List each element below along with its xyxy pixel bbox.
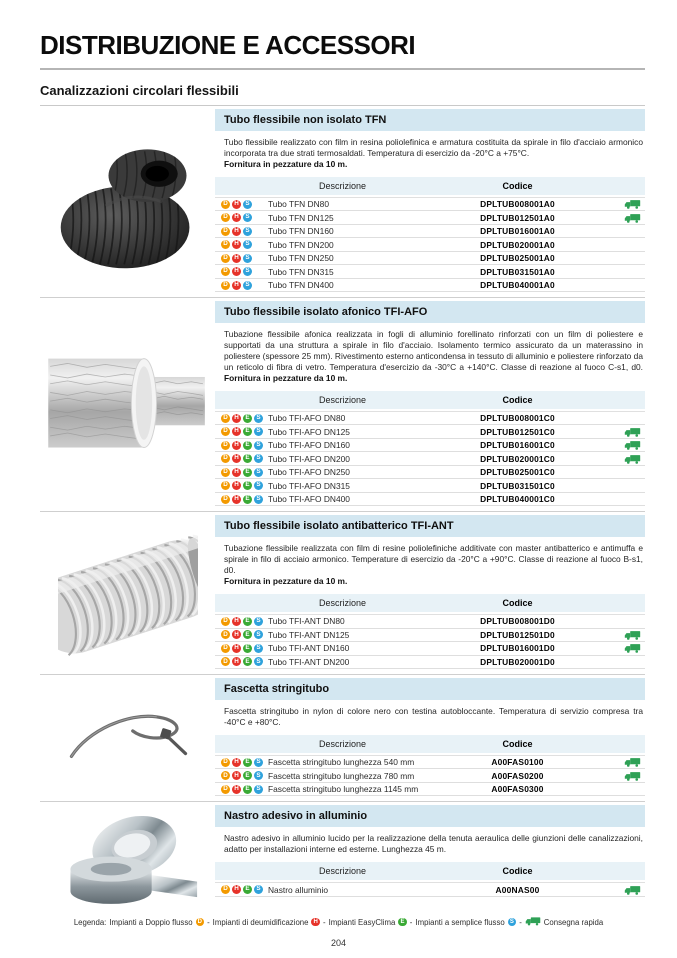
fast-delivery-truck-icon — [624, 885, 641, 895]
section-body — [215, 512, 645, 674]
table-rows — [215, 614, 645, 669]
product-code: DPLTUB012501C0 — [480, 426, 555, 437]
system-badges — [215, 495, 265, 504]
column-header-codice: Codice — [502, 394, 533, 405]
fast-delivery-truck-cell — [615, 199, 645, 209]
fast-delivery-truck-cell — [615, 885, 645, 895]
section-title: Nastro adesivo in alluminio — [215, 805, 645, 827]
badge-D-icon: D — [221, 617, 230, 626]
badge-D-icon: D — [221, 495, 230, 504]
legend-separator: - — [322, 917, 326, 927]
badge-S-icon: S — [254, 454, 263, 463]
badge-H-icon: H — [311, 918, 320, 927]
badge-E-icon: E — [243, 481, 252, 490]
system-badges — [215, 227, 265, 236]
system-badges — [215, 267, 265, 276]
cable-tie-image — [40, 675, 215, 801]
badge-E-icon: E — [398, 918, 407, 927]
system-badges — [215, 481, 265, 490]
product-name: Tubo TFI-AFO DN160 — [268, 440, 350, 451]
product-name: Tubo TFI-AFO DN125 — [268, 426, 350, 437]
product-name: Tubo TFN DN400 — [268, 280, 334, 291]
product-row — [215, 439, 645, 453]
product-code: DPLTUB020001A0 — [480, 239, 555, 250]
product-code: DPLTUB040001A0 — [480, 280, 555, 291]
column-header-descrizione: Descrizione — [318, 598, 367, 609]
product-row — [215, 279, 645, 293]
product-code: DPLTUB008001C0 — [480, 413, 555, 424]
system-badges — [215, 885, 265, 894]
column-header-descrizione: Descrizione — [318, 738, 367, 749]
product-row — [215, 466, 645, 480]
badge-S-icon: S — [254, 481, 263, 490]
system-badges — [215, 281, 265, 290]
badge-H-icon: H — [232, 427, 241, 436]
product-row — [215, 493, 645, 507]
product-name: Tubo TFI-AFO DN250 — [268, 467, 350, 478]
badge-H-icon: H — [232, 281, 241, 290]
fast-delivery-truck-cell — [615, 427, 645, 437]
product-row — [215, 238, 645, 252]
system-badges — [215, 213, 265, 222]
product-code: A00FAS0100 — [491, 757, 544, 768]
badge-D-icon: D — [221, 468, 230, 477]
badge-D-icon: D — [221, 657, 230, 666]
badge-S-icon: S — [254, 785, 263, 794]
system-badges — [215, 758, 265, 767]
fast-delivery-truck-cell — [615, 771, 645, 781]
system-badges — [215, 427, 265, 436]
column-header-descrizione: Descrizione — [318, 180, 367, 191]
product-code: DPLTUB016001C0 — [480, 440, 555, 451]
product-row — [215, 265, 645, 279]
product-code: DPLTUB012501D0 — [480, 629, 555, 640]
system-badges — [215, 240, 265, 249]
product-name: Tubo TFN DN80 — [268, 199, 329, 210]
legend-label: Impianti a semplice flusso — [415, 917, 505, 927]
product-code: DPLTUB016001D0 — [480, 643, 555, 654]
product-row — [215, 211, 645, 225]
badge-D-icon: D — [221, 441, 230, 450]
system-badges — [215, 617, 265, 626]
badge-D-icon: D — [221, 771, 230, 780]
badge-D-icon: D — [221, 427, 230, 436]
column-header-descrizione: Descrizione — [318, 866, 367, 877]
system-badges — [215, 414, 265, 423]
section-body — [215, 802, 645, 913]
title-divider — [40, 68, 645, 70]
product-row — [215, 252, 645, 266]
description-text: Fascetta stringitubo in nylon di colore nero con testina autobloccante. Temperatura di servizio compresa tra -40°C e +80°C. — [224, 706, 643, 727]
product-name: Tubo TFN DN125 — [268, 212, 334, 223]
badge-D-icon: D — [221, 240, 230, 249]
section-nastro-alluminio — [40, 802, 645, 913]
product-code: DPLTUB012501A0 — [480, 212, 555, 223]
badge-H-icon: H — [232, 200, 241, 209]
system-badges — [215, 468, 265, 477]
badge-S-icon: S — [243, 281, 252, 290]
product-sections — [40, 106, 645, 913]
badge-H-icon: H — [232, 758, 241, 767]
product-code: A00NAS00 — [495, 884, 540, 895]
badge-S-icon: S — [243, 254, 252, 263]
badge-S-icon: S — [254, 771, 263, 780]
badge-H-icon: H — [232, 495, 241, 504]
aluminum-tape-image — [40, 802, 215, 913]
page-number: 204 — [330, 938, 347, 948]
badge-D-icon: D — [221, 885, 230, 894]
badge-D-icon: D — [221, 213, 230, 222]
section-fascetta-stringitubo — [40, 675, 645, 802]
badge-D-icon: D — [221, 758, 230, 767]
product-name: Tubo TFN DN315 — [268, 266, 334, 277]
column-header-codice: Codice — [502, 738, 533, 749]
page-subtitle: Canalizzazioni circolari flessibili — [40, 83, 645, 106]
product-row — [215, 452, 645, 466]
badge-E-icon: E — [243, 630, 252, 639]
fast-delivery-truck-cell — [615, 440, 645, 450]
fast-delivery-truck-icon — [624, 630, 641, 640]
badge-H-icon: H — [232, 657, 241, 666]
product-row — [215, 425, 645, 439]
product-name: Tubo TFI-ANT DN125 — [268, 629, 350, 640]
badge-S-icon: S — [243, 200, 252, 209]
table-header-row — [215, 177, 645, 195]
product-table — [215, 735, 645, 797]
badge-D-icon: D — [196, 918, 205, 927]
badge-D-icon: D — [221, 414, 230, 423]
fast-delivery-truck-icon — [624, 213, 641, 223]
product-row — [215, 883, 645, 897]
legend-items — [109, 916, 603, 928]
badge-H-icon: H — [232, 630, 241, 639]
description-text: Nastro adesivo in alluminio lucido per la realizzazione della tenuta aeraulica delle giunzioni delle canalizzazioni, adatto per installazioni interne ed esterne. Lunghezza 45 m. — [224, 833, 643, 855]
fast-delivery-truck-icon — [624, 454, 641, 464]
product-row — [215, 198, 645, 212]
product-code: DPLTUB025001C0 — [480, 467, 555, 478]
product-name: Tubo TFI-ANT DN200 — [268, 656, 350, 667]
table-header-row — [215, 735, 645, 753]
fast-delivery-truck-cell — [615, 454, 645, 464]
legend-label: Impianti a Doppio flusso — [109, 917, 193, 927]
system-badges — [215, 630, 265, 639]
badge-H-icon: H — [232, 441, 241, 450]
product-name: Tubo TFI-AFO DN200 — [268, 453, 350, 464]
section-description — [215, 329, 643, 384]
product-name: Tubo TFN DN250 — [268, 253, 334, 264]
product-row — [215, 756, 645, 770]
page-footer — [0, 916, 677, 948]
description-text: Tubazione flessibile realizzata con film di resine poliolefiniche additivate con master antibatterico e antimuffa e spirale in filo di acciaio armonico. Temperature di esercizio da -20°C a +90°C. Classe di reazione al fuoco B-s1, d0. — [224, 543, 643, 576]
badge-E-icon: E — [243, 454, 252, 463]
table-rows — [215, 755, 645, 797]
badge-E-icon: E — [243, 885, 252, 894]
column-header-codice: Codice — [502, 598, 533, 609]
legend-truck-icon — [525, 916, 541, 928]
badge-S-icon: S — [254, 414, 263, 423]
silver-insulated-tube-image — [40, 298, 215, 511]
badge-H-icon: H — [232, 468, 241, 477]
legend — [0, 916, 677, 928]
badge-D-icon: D — [221, 281, 230, 290]
badge-S-icon: S — [243, 267, 252, 276]
badge-S-icon: S — [254, 495, 263, 504]
legend-separator: - — [409, 917, 413, 927]
product-row — [215, 656, 645, 670]
product-code: DPLTUB025001A0 — [480, 253, 555, 264]
badge-D-icon: D — [221, 785, 230, 794]
product-code: DPLTUB008001A0 — [480, 199, 555, 210]
fast-delivery-truck-cell — [615, 213, 645, 223]
legend-label: Impianti EasyClima — [328, 917, 396, 927]
badge-H-icon: H — [232, 454, 241, 463]
badge-S-icon: S — [254, 657, 263, 666]
product-row — [215, 615, 645, 629]
product-row — [215, 783, 645, 797]
badge-H-icon: H — [232, 644, 241, 653]
product-code: DPLTUB020001D0 — [480, 656, 555, 667]
badge-S-icon: S — [243, 213, 252, 222]
product-code: DPLTUB040001C0 — [480, 494, 555, 505]
system-badges — [215, 441, 265, 450]
product-row — [215, 629, 645, 643]
description-bold-text: Fornitura in pezzature da 10 m. — [224, 158, 348, 169]
badge-S-icon: S — [243, 240, 252, 249]
section-description — [215, 543, 643, 587]
badge-E-icon: E — [243, 771, 252, 780]
badge-H-icon: H — [232, 617, 241, 626]
badge-H-icon: H — [232, 771, 241, 780]
black-flexible-tube-image — [40, 106, 215, 297]
system-badges — [215, 644, 265, 653]
product-row — [215, 412, 645, 426]
badge-S-icon: S — [254, 885, 263, 894]
fast-delivery-truck-icon — [525, 916, 541, 926]
product-name: Tubo TFI-AFO DN400 — [268, 494, 350, 505]
system-badges — [215, 785, 265, 794]
grey-corrugated-tube-image — [40, 512, 215, 674]
badge-D-icon: D — [221, 481, 230, 490]
product-name: Tubo TFI-AFO DN80 — [268, 413, 346, 424]
table-rows — [215, 411, 645, 507]
table-header-row — [215, 862, 645, 880]
product-table — [215, 862, 645, 897]
fast-delivery-truck-icon — [624, 199, 641, 209]
badge-E-icon: E — [243, 441, 252, 450]
description-bold-text: Fornitura in pezzature da 10 m. — [224, 372, 348, 383]
column-header-descrizione: Descrizione — [318, 394, 367, 405]
badge-E-icon: E — [243, 427, 252, 436]
product-table — [215, 594, 645, 669]
badge-E-icon: E — [243, 657, 252, 666]
badge-S-icon: S — [254, 441, 263, 450]
fast-delivery-truck-cell — [615, 630, 645, 640]
table-header-row — [215, 391, 645, 409]
column-header-codice: Codice — [502, 866, 533, 877]
product-row — [215, 225, 645, 239]
product-name: Tubo TFN DN200 — [268, 239, 334, 250]
badge-H-icon: H — [232, 254, 241, 263]
description-text: Tubo flessibile realizzato con film in resina poliolefinica e armatura costituita da spirale in filo d'acciaio armonico incorporata tra due strati termosaldati. Temperatura di esercizio da -20°C a +75°C. — [224, 137, 643, 158]
badge-H-icon: H — [232, 481, 241, 490]
section-title: Tubo flessibile isolato antibatterico TFI-ANT — [215, 515, 645, 537]
fast-delivery-truck-icon — [624, 757, 641, 767]
badge-H-icon: H — [232, 213, 241, 222]
product-name: Nastro alluminio — [268, 884, 329, 895]
badge-D-icon: D — [221, 644, 230, 653]
badge-D-icon: D — [221, 267, 230, 276]
section-title: Fascetta stringitubo — [215, 678, 645, 700]
badge-D-icon: D — [221, 254, 230, 263]
product-name: Tubo TFI-ANT DN80 — [268, 616, 345, 627]
system-badges — [215, 657, 265, 666]
description-text: Tubazione flessibile afonica realizzata in fogli di alluminio forellinato rinforzati con un film di poliestere e supportati da una struttura a spirale in filo d'acciaio. Isolamento termico assicurato da un materassino in poliestere (spessore 25 mm). Rivestimento esterno anticondensa in tessuto di alluminio e poliestere rinforzato da un reticolo di fibra di vetro. Temperatura d'esercizio da -30°C a +140°C. Classe di reazione al fuoco C-s1, d0. — [224, 329, 643, 373]
badge-D-icon: D — [221, 200, 230, 209]
product-table — [215, 177, 645, 293]
fast-delivery-truck-cell — [615, 757, 645, 767]
badge-S-icon: S — [254, 758, 263, 767]
fast-delivery-truck-icon — [624, 643, 641, 653]
legend-truck-label: Consegna rapida — [543, 917, 604, 927]
badge-S-icon: S — [254, 427, 263, 436]
section-title: Tubo flessibile non isolato TFN — [215, 109, 645, 131]
badge-E-icon: E — [243, 495, 252, 504]
product-name: Fascetta stringitubo lunghezza 1145 mm — [268, 784, 419, 795]
fast-delivery-truck-cell — [615, 643, 645, 653]
section-description — [215, 706, 643, 728]
badge-H-icon: H — [232, 227, 241, 236]
badge-E-icon: E — [243, 617, 252, 626]
badge-E-icon: E — [243, 785, 252, 794]
fast-delivery-truck-icon — [624, 427, 641, 437]
table-rows — [215, 197, 645, 293]
badge-D-icon: D — [221, 630, 230, 639]
product-row — [215, 642, 645, 656]
badge-S-icon: S — [254, 644, 263, 653]
section-body — [215, 675, 645, 801]
section-description — [215, 833, 643, 855]
badge-D-icon: D — [221, 454, 230, 463]
section-body — [215, 106, 645, 297]
badge-H-icon: H — [232, 885, 241, 894]
badge-S-icon: S — [254, 630, 263, 639]
badge-S-icon: S — [243, 227, 252, 236]
legend-separator: - — [207, 917, 210, 927]
system-badges — [215, 771, 265, 780]
section-tubo-tfi-ant — [40, 512, 645, 675]
legend-prefix: Legenda: — [73, 917, 107, 927]
badge-S-icon: S — [254, 617, 263, 626]
table-rows — [215, 882, 645, 897]
section-tubo-tfi-afo — [40, 298, 645, 512]
column-header-codice: Codice — [502, 180, 533, 191]
product-code: DPLTUB031501A0 — [480, 266, 555, 277]
badge-S-icon: S — [254, 468, 263, 477]
badge-H-icon: H — [232, 785, 241, 794]
product-name: Fascetta stringitubo lunghezza 540 mm — [268, 757, 415, 768]
product-code: A00FAS0300 — [491, 784, 544, 795]
product-code: A00FAS0200 — [491, 770, 544, 781]
legend-separator: - — [519, 917, 522, 927]
section-tubo-tfn — [40, 106, 645, 298]
fast-delivery-truck-icon — [624, 440, 641, 450]
system-badges — [215, 200, 265, 209]
product-row — [215, 769, 645, 783]
badge-E-icon: E — [243, 468, 252, 477]
product-code: DPLTUB020001C0 — [480, 453, 555, 464]
table-header-row — [215, 594, 645, 612]
product-name: Fascetta stringitubo lunghezza 780 mm — [268, 770, 415, 781]
fast-delivery-truck-icon — [624, 771, 641, 781]
legend-label: Impianti di deumidificazione — [212, 917, 309, 927]
badge-H-icon: H — [232, 240, 241, 249]
product-name: Tubo TFI-AFO DN315 — [268, 480, 350, 491]
description-bold-text: Fornitura in pezzature da 10 m. — [224, 576, 348, 587]
section-body — [215, 298, 645, 511]
badge-E-icon: E — [243, 644, 252, 653]
badge-E-icon: E — [243, 414, 252, 423]
badge-H-icon: H — [232, 414, 241, 423]
section-title: Tubo flessibile isolato afonico TFI-AFO — [215, 301, 645, 323]
product-code: DPLTUB016001A0 — [480, 226, 555, 237]
product-name: Tubo TFI-ANT DN160 — [268, 643, 350, 654]
product-code: DPLTUB008001D0 — [480, 616, 555, 627]
product-row — [215, 479, 645, 493]
system-badges — [215, 254, 265, 263]
badge-D-icon: D — [221, 227, 230, 236]
badge-E-icon: E — [243, 758, 252, 767]
page-title: DISTRIBUZIONE E ACCESSORI — [40, 30, 416, 60]
product-table — [215, 391, 645, 507]
product-name: Tubo TFN DN160 — [268, 226, 334, 237]
badge-H-icon: H — [232, 267, 241, 276]
system-badges — [215, 454, 265, 463]
product-code: DPLTUB031501C0 — [480, 480, 555, 491]
badge-S-icon: S — [508, 918, 517, 927]
section-description — [215, 137, 643, 170]
